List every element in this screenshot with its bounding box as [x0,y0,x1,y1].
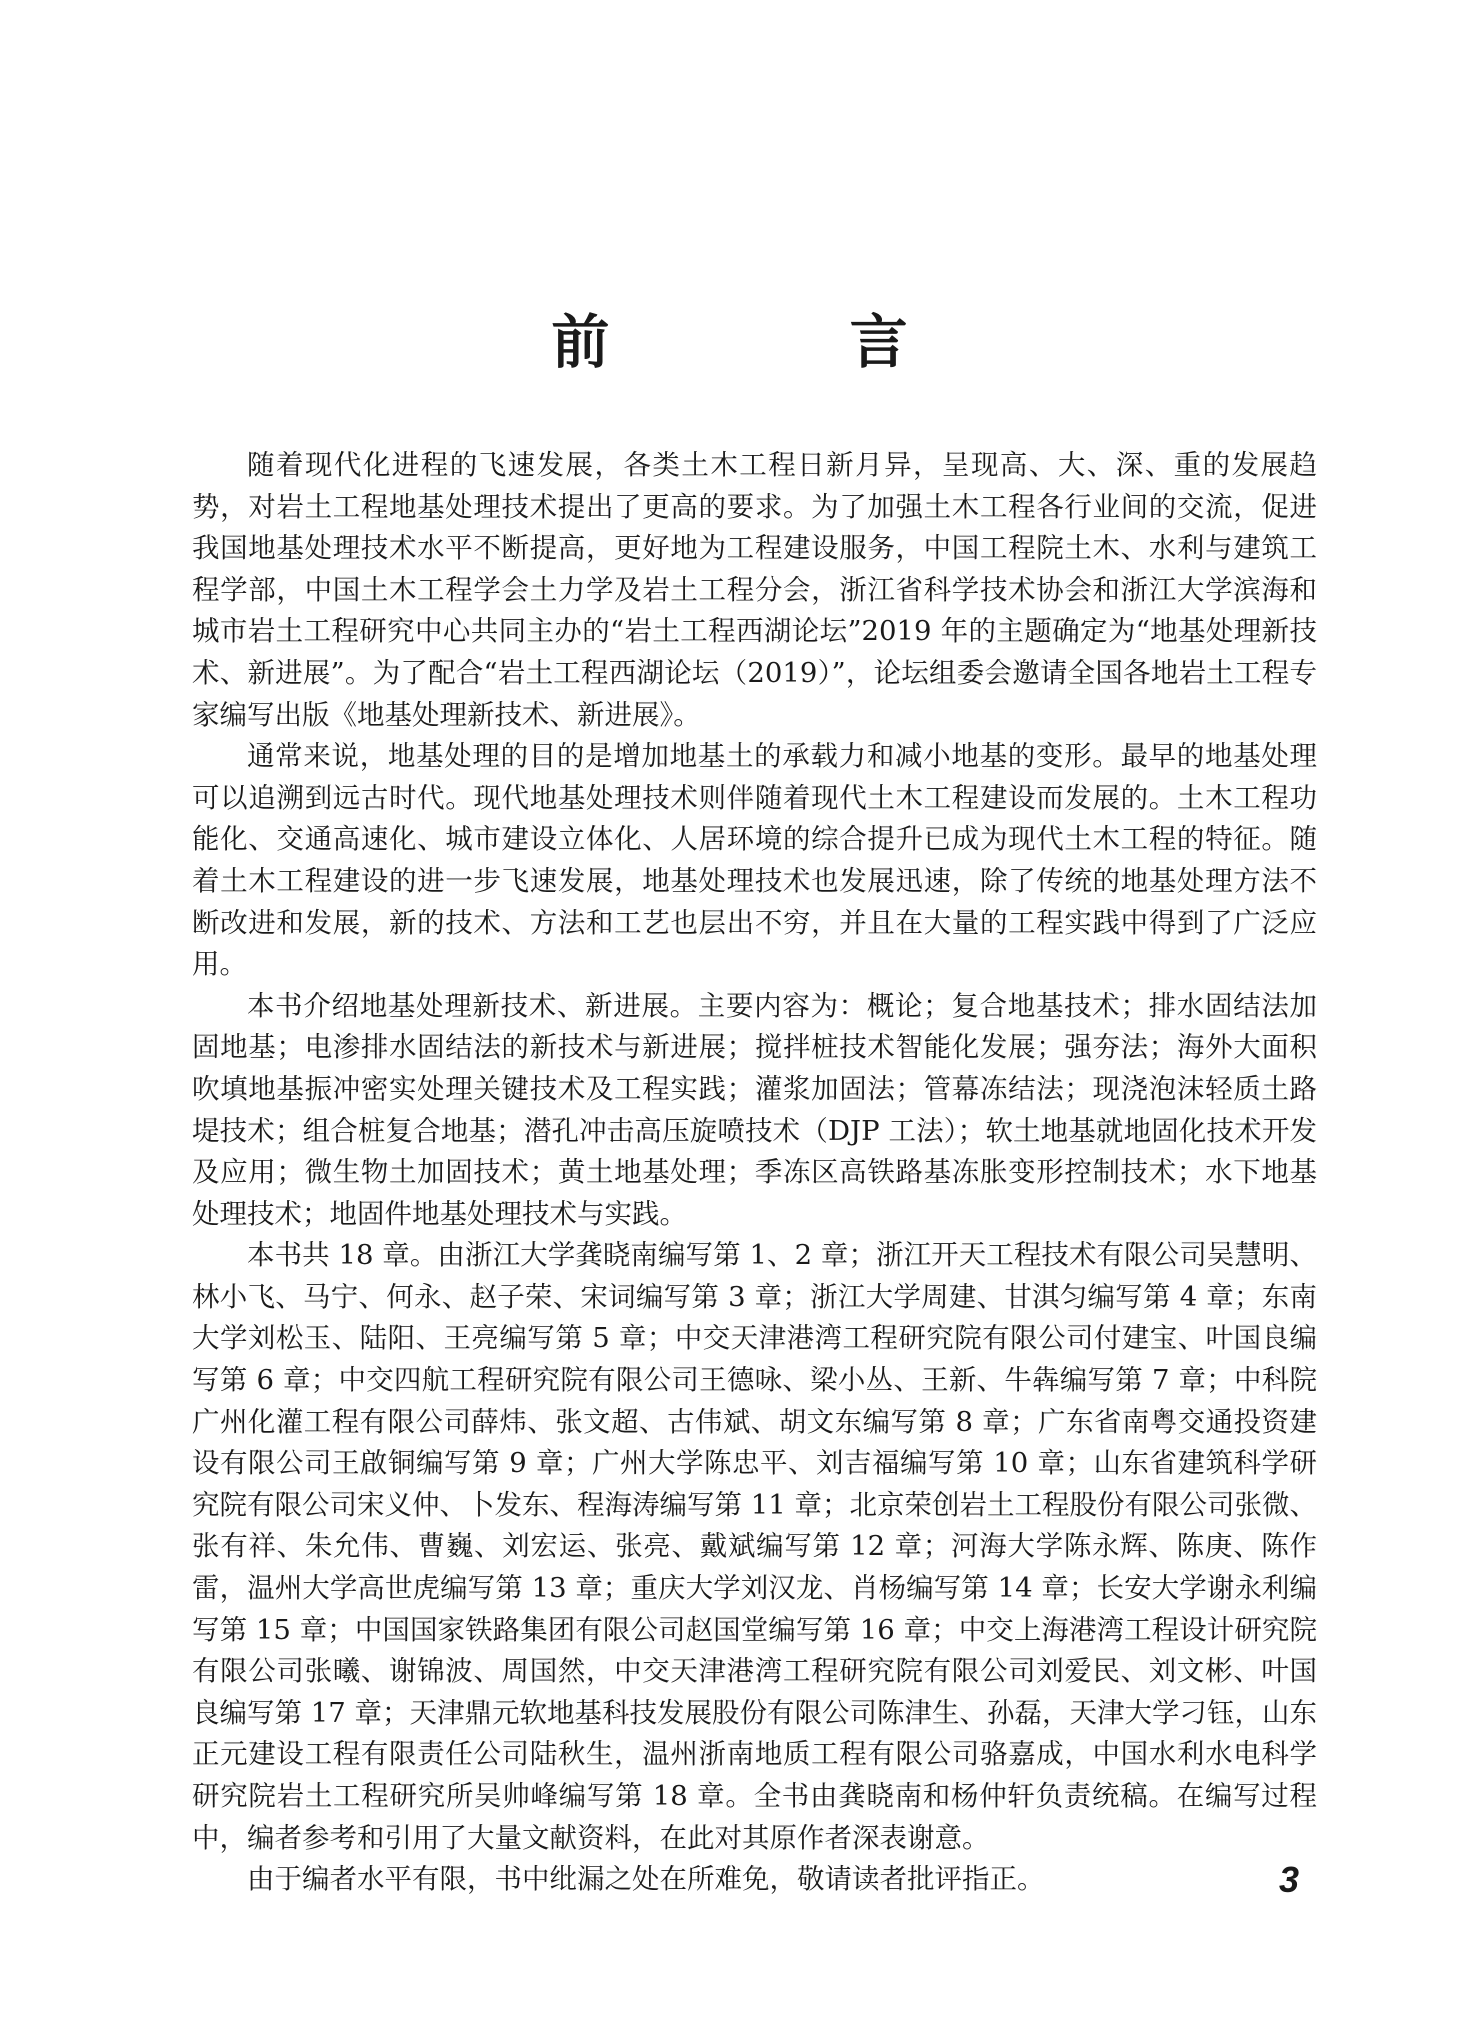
paragraph: 本书共 18 章。由浙江大学龚晓南编写第 1、2 章；浙江开天工程技术有限公司吴慧明、林小飞、马宁、何永、赵子荣、宋词编写第 3 章；浙江大学周建、甘淇匀编写第 4 章；东南大学刘松玉、陆阳、王亮编写第 5 章；中交天津港湾工程研究院有限公司付建宝、叶国良编写第 6 章；中交四航工程研究院有限公司王德咏、梁小丛、王新、牛犇编写第 7 章；中科院广州化灌工程有限公司薛炜、张文超、古伟斌、胡文东编写第 8 章；广东省南粤交通投资建设有限公司王啟铜编写第 9 章；广州大学陈忠平、刘吉福编写第 10 章；山东省建筑科学研究院有限公司宋义仲、卜发东、程海涛编写第 11 章；北京荣创岩土工程股份有限公司张微、张有祥、朱允伟、曹巍、刘宏运、张亮、戴斌编写第 12 章；河海大学陈永辉、陈庚、陈作雷，温州大学高世虎编写第 13 章；重庆大学刘汉龙、肖杨编写第 14 章；长安大学谢永利编写第 15 章；中国国家铁路集团有限公司赵国堂编写第 16 章；中交上海港湾工程设计研究院有限公司张曦、谢锦波、周国然，中交天津港湾工程研究院有限公司刘爱民、刘文彬、叶国良编写第 17 章；天津鼎元软地基科技发展股份有限公司陈津生、孙磊，天津大学刁钰，山东正元建设工程有限责任公司陆秋生，温州浙南地质工程有限公司骆嘉成，中国水利水电科学研究院岩土工程研究所吴帅峰编写第 18 章。全书由龚晓南和杨仲轩负责统稿。在编写过程中，编者参考和引用了大量文献资料，在此对其原作者深表谢意。 [192,1239,1317,1854]
paragraph: 本书介绍地基处理新技术、新进展。主要内容为：概论；复合地基技术；排水固结法加固地基；电渗排水固结法的新技术与新进展；搅拌桩技术智能化发展；强夯法；海外大面积吹填地基振冲密实处理关键技术及工程实践；灌浆加固法；管幕冻结法；现浇泡沫轻质土路堤技术；组合桩复合地基；潜孔冲击高压旋喷技术（DJP 工法）；软土地基就地固化技术开发及应用；微生物土加固技术；黄土地基处理；季冻区高铁路基冻胀变形控制技术；水下地基处理技术；地固件地基处理技术与实践。 [192,989,1317,1230]
page-number: 3 [1278,1859,1299,1900]
paragraph: 随着现代化进程的飞速发展，各类土木工程日新月异，呈现高、大、深、重的发展趋势，对岩土工程地基处理技术提出了更高的要求。为了加强土木工程各行业间的交流，促进我国地基处理技术水平不断提高，更好地为工程建设服务，中国工程院土木、水利与建筑工程学部，中国土木工程学会土力学及岩土工程分会，浙江省科学技术协会和浙江大学滨海和城市岩土工程研究中心共同主办的“岩土工程西湖论坛”2019 年的主题确定为“地基处理新技术、新进展”。为了配合“岩土工程西湖论坛（2019）”，论坛组委会邀请全国各地岩土工程专家编写出版《地基处理新技术、新进展》。 [192,449,1317,731]
paragraph: 通常来说，地基处理的目的是增加地基土的承载力和减小地基的变形。最早的地基处理可以追溯到远古时代。现代地基处理技术则伴随着现代土木工程建设而发展的。土木工程功能化、交通高速化、城市建设立体化、人居环境的综合提升已成为现代土木工程的特征。随着土木工程建设的进一步飞速发展，地基处理技术也发展迅速，除了传统的地基处理方法不断改进和发展，新的技术、方法和工艺也层出不穷，并且在大量的工程实践中得到了广泛应用。 [192,740,1317,981]
preface-body [192,445,1317,1901]
paragraph: 由于编者水平有限，书中纰漏之处在所难免，敬请读者批评指正。 [247,1863,1045,1896]
page-title: 前 言 [551,308,1018,376]
